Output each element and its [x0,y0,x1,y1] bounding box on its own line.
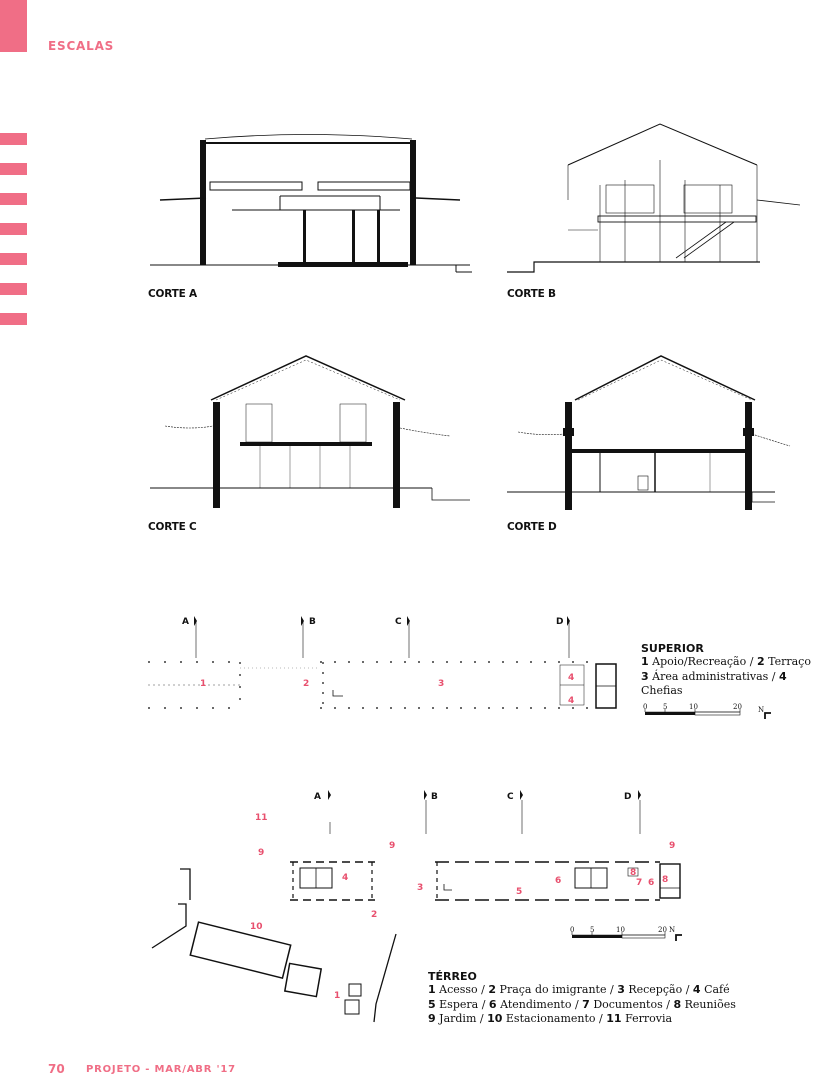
scale-tick-label: 10 [689,703,698,711]
scale-tick-label: 10 [616,926,625,934]
scale-tick-label: 5 [663,703,668,711]
legend-line: 1 Acesso / 2 Praça do imigrante / 3 Recepção / 4 Café [428,983,730,996]
upper-room-number: 1 [200,679,207,689]
upper-room-number: 2 [303,679,310,689]
upper-plan-title: SUPERIOR [641,642,704,655]
scale-tick-label: 0 [643,703,648,711]
ground-room-number: 11 [255,813,268,823]
ground-plan-title: TÉRREO [428,970,477,983]
ground-room-number: 2 [371,910,378,920]
section-c-drawing [150,356,470,508]
ground-room-number: 9 [258,848,265,858]
upper-axis-label: D [556,617,564,627]
north-label: N [758,706,765,714]
ground-room-number: 6 [648,878,655,888]
legend-line: 5 Espera / 6 Atendimento / 7 Documentos / 8 Reuniões [428,997,736,1011]
section-a-drawing [150,135,472,273]
ground-axis-label: C [507,792,514,802]
scale-tick-label: 0 [570,926,575,934]
caption-corte-a: CORTE A [148,288,197,300]
section-b-drawing [507,124,800,272]
upper-room-number: 4 [568,673,575,683]
upper-room-number: 3 [438,679,445,689]
section-label: ESCALAS [48,39,115,53]
ground-room-number: 1 [334,991,341,1001]
ground-room-number: 5 [516,887,523,897]
ground-room-number: 10 [250,922,263,932]
page-number: 70 [48,1062,65,1076]
ground-axis-label: A [314,792,321,802]
scale-tick-label: 5 [590,926,595,934]
upper-axis-label: B [309,617,316,627]
legend-line: 9 Jardim / 10 Estacionamento / 11 Ferrovia [428,1012,673,1025]
upper-plan-legend [641,642,830,699]
scale-tick-label: 20 [733,703,742,711]
legend-line: 1 Apoio/Recreação / 2 Terraço [641,655,811,668]
caption-corte-c: CORTE C [148,521,197,533]
scale-tick-label: 20 [658,926,667,934]
upper-axis-label: A [182,617,189,627]
ground-room-number: 6 [555,876,562,886]
ground-plan-legend [428,970,736,1027]
section-d-drawing [507,356,790,510]
ground-room-number: 3 [417,883,424,893]
ground-room-number: 8 [630,868,637,878]
upper-plan-drawing [148,616,616,708]
ground-room-number: 4 [342,873,349,883]
ground-room-number: 7 [636,878,643,888]
ground-room-number: 8 [662,875,669,885]
upper-axis-label: C [395,617,402,627]
magazine-issue: PROJETO - MAR/ABR '17 [86,1064,236,1075]
caption-corte-b: CORTE B [507,288,556,300]
upper-room-number: 4 [568,696,575,706]
caption-corte-d: CORTE D [507,521,557,533]
ground-axis-label: D [624,792,632,802]
ground-room-number: 9 [389,841,396,851]
ground-room-number: 9 [669,841,676,851]
legend-line: 3 Área administrativas / 4 Chefias [641,669,787,697]
ground-axis-label: B [431,792,438,802]
north-label: N [669,926,676,934]
